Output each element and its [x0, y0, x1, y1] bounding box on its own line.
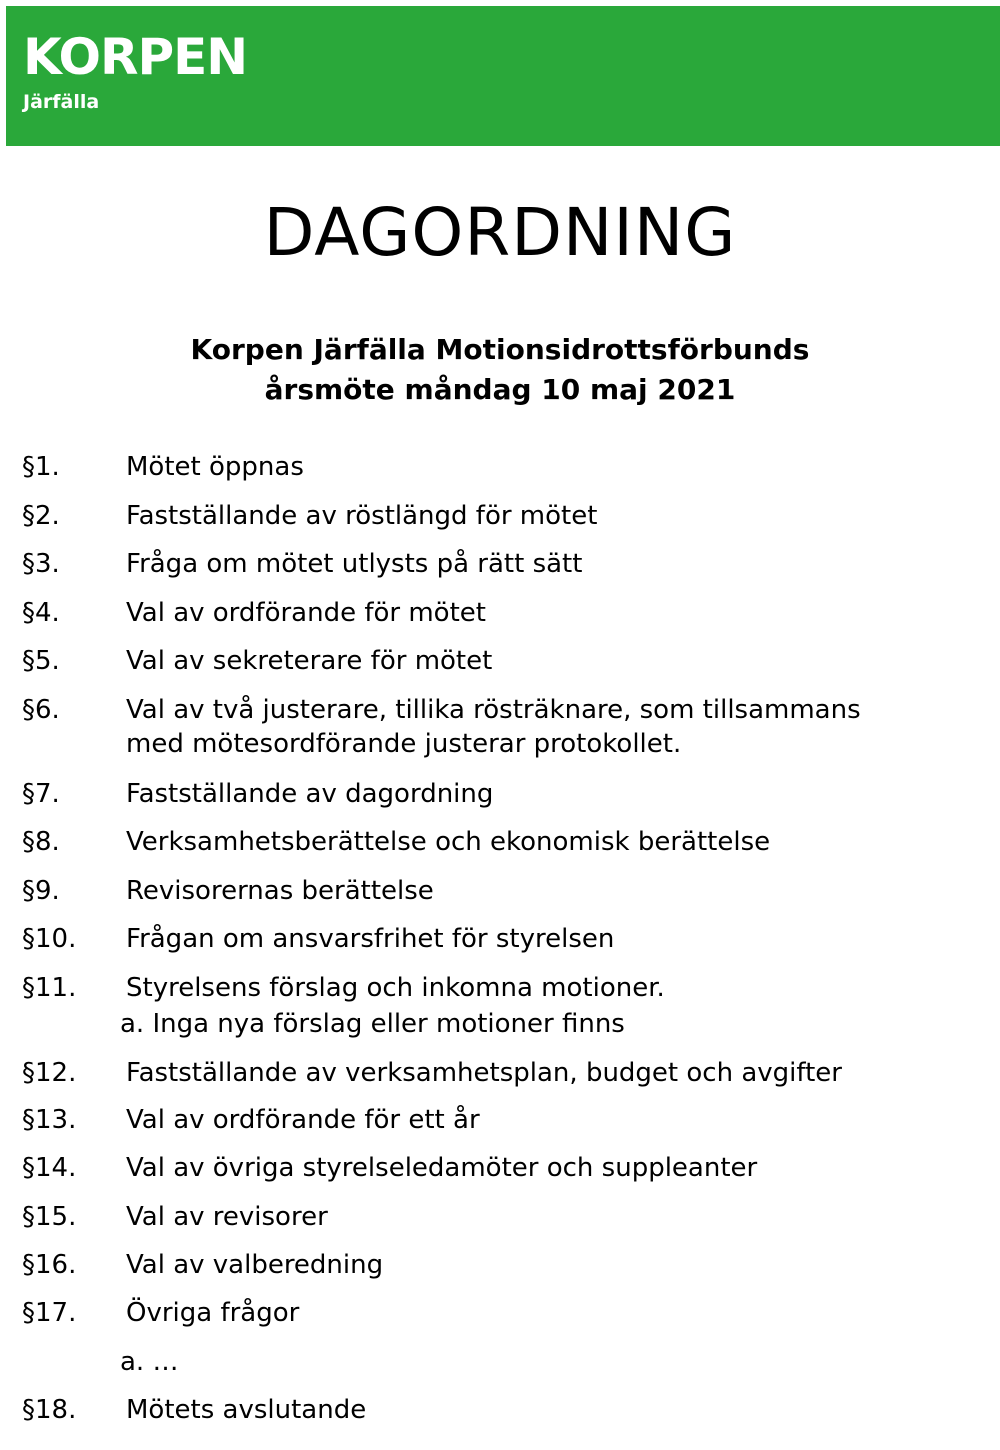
agenda-item-number: §11. [22, 973, 77, 1003]
agenda-item-text: Fastställande av dagordning [126, 779, 494, 809]
agenda-item-text: Val av valberedning [126, 1250, 384, 1280]
agenda-item-text: Val av sekreterare för mötet [126, 646, 493, 676]
agenda-item-number: §14. [22, 1153, 77, 1183]
agenda-item-number: §2. [22, 501, 60, 531]
agenda-item-text: Övriga frågor [126, 1298, 300, 1328]
agenda-item-text: Verksamhetsberättelse och ekonomisk berättelse [126, 827, 771, 857]
page-subtitle [0, 330, 1000, 410]
agenda-item-text: Fastställande av röstlängd för mötet [126, 501, 598, 531]
agenda-item-number: §15. [22, 1202, 77, 1232]
page-title: DAGORDNING [263, 194, 737, 271]
logo-text: KORPEN [23, 28, 248, 86]
agenda-item-text: Revisorernas berättelse [126, 876, 434, 906]
agenda-item-text: Mötets avslutande [126, 1395, 367, 1425]
agenda-item-text [126, 693, 861, 761]
agenda-item-text: Val av ordförande för mötet [126, 598, 486, 628]
agenda-item-number: §4. [22, 598, 60, 628]
agenda-item-number: §7. [22, 779, 60, 809]
agenda-subitem-text: a. Inga nya förslag eller motioner finns [120, 1009, 625, 1039]
agenda-item-number: §6. [22, 695, 60, 725]
agenda-item-text: Styrelsens förslag och inkomna motioner. [126, 973, 665, 1003]
agenda-item-number: §13. [22, 1105, 77, 1135]
logo-subtext: Järfälla [23, 91, 100, 113]
agenda-item-number: §5. [22, 646, 60, 676]
agenda-item-number: §10. [22, 924, 77, 954]
agenda-item-number: §12. [22, 1058, 77, 1088]
agenda-item-number: §3. [22, 549, 60, 579]
agenda-item-text-line-2: med mötesordförande justerar protokollet. [126, 729, 682, 759]
agenda-item-number: §1. [22, 452, 60, 482]
header-banner [6, 6, 1000, 146]
subtitle-line-2: årsmöte måndag 10 maj 2021 [264, 373, 736, 406]
agenda-item-text: Val av revisorer [126, 1202, 328, 1232]
agenda-item-number: §17. [22, 1298, 77, 1328]
agenda-item-text-line-1: Val av två justerare, tillika rösträknare, som tillsammans [126, 695, 861, 725]
agenda-item-text: Fråga om mötet utlysts på rätt sätt [126, 549, 583, 579]
agenda-item-number: §9. [22, 876, 60, 906]
agenda-item-text: Val av ordförande för ett år [126, 1105, 480, 1135]
agenda-item-text: Val av övriga styrelseledamöter och suppleanter [126, 1153, 758, 1183]
agenda-item-number: §8. [22, 827, 60, 857]
agenda-item-number: §18. [22, 1395, 77, 1425]
subtitle-line-1: Korpen Järfälla Motionsidrottsförbunds [190, 333, 810, 366]
agenda-item-text: Mötet öppnas [126, 452, 304, 482]
agenda-subitem-text: a. … [120, 1347, 179, 1377]
agenda-item-text: Frågan om ansvarsfrihet för styrelsen [126, 924, 615, 954]
agenda-item-number: §16. [22, 1250, 77, 1280]
agenda-item-text: Fastställande av verksamhetsplan, budget och avgifter [126, 1058, 842, 1088]
